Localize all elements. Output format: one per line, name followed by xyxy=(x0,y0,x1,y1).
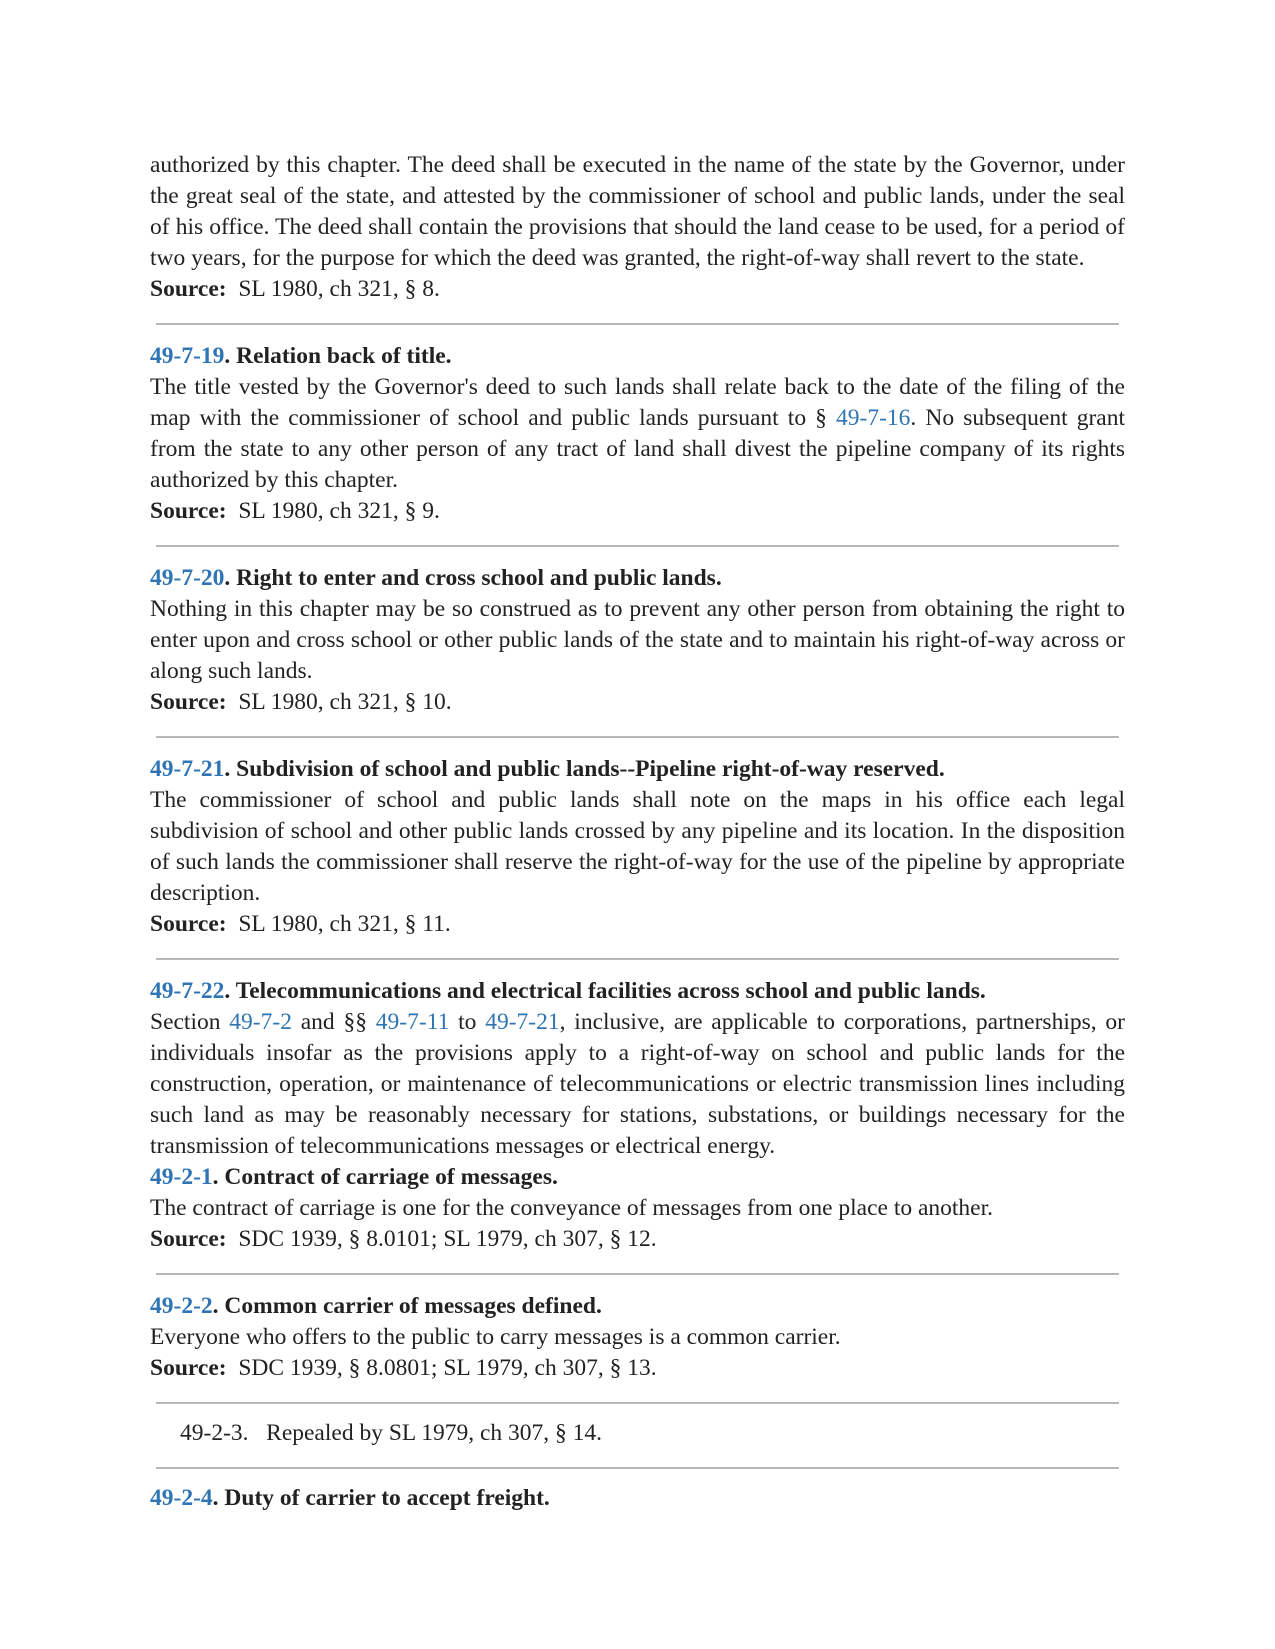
section-source xyxy=(150,687,1125,718)
section-heading xyxy=(150,754,1125,785)
source-text: SL 1980, ch 321, § 8. xyxy=(238,276,440,302)
section-number-link[interactable]: 49-7-19 xyxy=(150,343,225,369)
source-text: SL 1980, ch 321, § 10. xyxy=(238,689,452,715)
section-body xyxy=(150,1007,1125,1162)
section-body xyxy=(150,372,1125,496)
section-heading xyxy=(150,1483,1125,1514)
section-heading xyxy=(150,341,1125,372)
section-divider xyxy=(156,323,1119,325)
section-heading xyxy=(150,976,1125,1007)
source-text: SDC 1939, § 8.0101; SL 1979, ch 307, § 12. xyxy=(238,1226,657,1252)
section-divider xyxy=(156,1402,1119,1404)
cross-reference-link[interactable]: 49-7-2 xyxy=(229,1009,292,1035)
section-title: . Duty of carrier to accept freight. xyxy=(212,1485,550,1511)
body-text: to xyxy=(449,1009,486,1035)
section-49-2-2 xyxy=(150,1291,1125,1384)
body-text: . No subsequent grant from the state to any other person of any tract of land shall divest the pipeline company of its rights authorized by this chapter. xyxy=(150,405,1125,493)
section-divider xyxy=(156,1467,1119,1469)
body-text: , inclusive, are applicable to corporations, partnerships, or individuals insofar as the provisions apply to a right-of-way on school and public lands for the construction, operation, or maintenance of telecommunications or electric transmission lines including such land as may be reasonably necessary for stations, substations, or buildings necessary for the transmission of telecommunications messages or electrical energy. xyxy=(150,1009,1125,1159)
section-divider xyxy=(156,545,1119,547)
section-number-link[interactable]: 49-7-21 xyxy=(150,756,225,782)
section-body: Everyone who offers to the public to carry messages is a common carrier. xyxy=(150,1324,841,1350)
section-number-link[interactable]: 49-2-2 xyxy=(150,1293,213,1319)
section-title: . Right to enter and cross school and public lands. xyxy=(224,565,722,591)
source-label: Source: xyxy=(150,689,227,715)
source-label: Source: xyxy=(150,1355,227,1381)
section-number-link[interactable]: 49-2-1 xyxy=(150,1164,213,1190)
body-text: Section xyxy=(150,1009,230,1035)
section-heading xyxy=(150,1291,1125,1322)
section-body: The contract of carriage is one for the conveyance of messages from one place to another. xyxy=(150,1195,994,1221)
cross-reference-link[interactable]: 49-7-16 xyxy=(836,405,911,431)
source-label: Source: xyxy=(150,276,227,302)
section-source xyxy=(150,496,1125,527)
source-text: SL 1980, ch 321, § 9. xyxy=(238,498,440,524)
section-heading xyxy=(150,563,1125,594)
section-body: Nothing in this chapter may be so construed as to prevent any other person from obtaining the right to enter upon and cross school or other public lands of the state and to maintain his right-of-way across or along such lands. xyxy=(150,596,1125,684)
section-number-link[interactable]: 49-7-20 xyxy=(150,565,225,591)
source-text: SL 1980, ch 321, § 11. xyxy=(238,911,451,937)
section-divider xyxy=(156,958,1119,960)
section-49-7-21 xyxy=(150,754,1125,940)
section-continuation xyxy=(150,150,1125,305)
source-label: Source: xyxy=(150,911,227,937)
cross-reference-link[interactable]: 49-7-21 xyxy=(485,1009,560,1035)
section-49-2-4 xyxy=(150,1483,1125,1514)
section-number-link[interactable]: 49-7-22 xyxy=(150,978,225,1004)
section-body: The commissioner of school and public lands shall note on the maps in his office each legal subdivision of school and other public lands crossed by any pipeline and its location. In the disposition of such lands the commissioner shall reserve the right-of-way for the use of the pipeline by appropriate description. xyxy=(150,787,1125,906)
section-source xyxy=(150,274,1125,305)
page-content xyxy=(150,150,1125,1514)
body-text: and §§ xyxy=(291,1009,376,1035)
section-heading xyxy=(150,1162,1125,1193)
section-number-link[interactable]: 49-2-4 xyxy=(150,1485,213,1511)
cross-reference-link[interactable]: 49-7-11 xyxy=(375,1009,450,1035)
section-source xyxy=(150,909,1125,940)
section-49-7-22 xyxy=(150,976,1125,1162)
section-body: authorized by this chapter. The deed shall be executed in the name of the state by the Governor, under the great seal of the state, and attested by the commissioner of school and public lands, under the seal of his office. The deed shall contain the provisions that should the land cease to be used, for a period of two years, for the purpose for which the deed was granted, the right-of-way shall revert to the state. xyxy=(150,152,1125,271)
section-source xyxy=(150,1353,1125,1384)
source-text: SDC 1939, § 8.0801; SL 1979, ch 307, § 13. xyxy=(238,1355,657,1381)
section-divider xyxy=(156,1273,1119,1275)
section-title: . Telecommunications and electrical facilities across school and public lands. xyxy=(224,978,986,1004)
section-source xyxy=(150,1224,1125,1255)
section-divider xyxy=(156,736,1119,738)
section-title: . Common carrier of messages defined. xyxy=(212,1293,602,1319)
source-label: Source: xyxy=(150,498,227,524)
body-text: The title vested by the Governor's deed to such lands shall relate back to the date of the filing of the map with the commissioner of school and public lands pursuant to § xyxy=(150,374,1125,431)
section-title: . Contract of carriage of messages. xyxy=(212,1164,558,1190)
repealed-section: 49-2-3. Repealed by SL 1979, ch 307, § 14. xyxy=(180,1420,603,1446)
section-49-7-20 xyxy=(150,563,1125,718)
section-title: . Relation back of title. xyxy=(224,343,452,369)
section-title: . Subdivision of school and public lands--Pipeline right-of-way reserved. xyxy=(224,756,945,782)
section-49-2-1 xyxy=(150,1162,1125,1255)
source-label: Source: xyxy=(150,1226,227,1252)
section-49-7-19 xyxy=(150,341,1125,527)
